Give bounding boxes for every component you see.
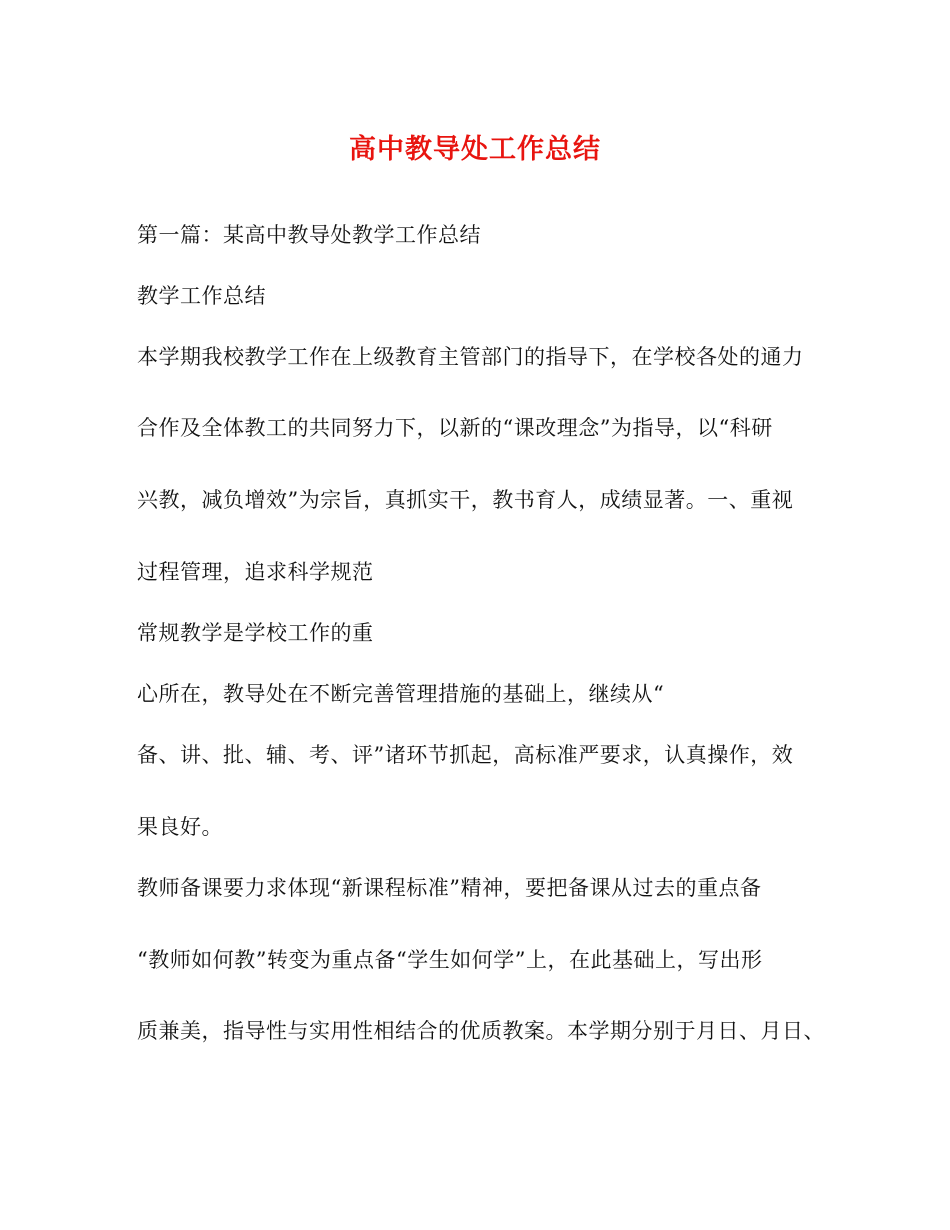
body-line: 备、讲、批、辅、考、评”诸环节抓起，高标准严要求，认真操作，效 [137,743,794,767]
body-line: 合作及全体教工的共同努力下，以新的“课改理念”为指导，以“科研 [137,416,773,440]
body-line: 兴教，减负增效”为宗旨，真抓实干，教书育人，成绩显著。一、重视 [137,488,794,512]
subsection-heading: 教学工作总结 [137,284,266,308]
body-line: 心所在，教导处在不断完善管理措施的基础上，继续从“ [137,682,665,706]
body-line: 常规教学是学校工作的重 [137,621,374,645]
body-line: 质兼美，指导性与实用性相结合的优质教案。本学期分别于月日、月日、 [137,1019,825,1043]
body-line: “教师如何教”转变为重点备“学生如何学”上，在此基础上，写出形 [137,948,763,972]
body-line: 本学期我校教学工作在上级教育主管部门的指导下，在学校各处的通力 [137,345,804,369]
body-line: 教师备课要力求体现“新课程标准”精神，要把备课从过去的重点备 [137,876,762,900]
body-line: 果良好。 [137,815,223,839]
document-title: 高中教导处工作总结 [349,134,601,165]
body-line: 过程管理，追求科学规范 [137,560,374,584]
section-heading: 第一篇：某高中教导处教学工作总结 [137,223,481,247]
